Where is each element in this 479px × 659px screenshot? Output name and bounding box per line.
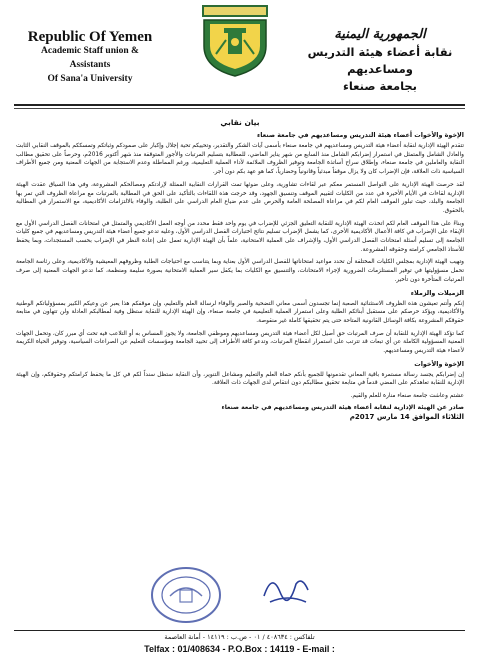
letterhead <box>0 0 479 112</box>
en-title: Republic Of Yemen <box>27 29 153 45</box>
footer-contact-english: Telfax : 01/408634 - P.O.Box : 14119 - E-mail : <box>144 644 335 654</box>
official-stamp-icon <box>150 566 222 624</box>
paragraph-5: إنكم وأنتم تعيشون هذه الظروف الاستثنائية الصعبة إنما تجسدون أسمى معاني التضحية والصبر والوفاء لرسالة العلم والتعليم، وإن موقفكم هذا يعبر عن وعيكم الكبير بمسؤولياتكم الوطنية والأكاديمية، ويؤكد حرصكم على مستقبل أبنائكم الطلبة وعلى استمرار العملية التعليمية في جامعة صنعاء، وإن الهيئة الإدارية للنقابة ستظل وفية لمطالبكم العادلة ولن تتهاون في متابعة حقوقكم المشروعة بكافة الوسائل القانونية المتاحة حتى يتم تحقيقها كاملة غير منقوصة. <box>16 300 464 324</box>
heading-brothers-sisters: الإخوة والأخوات <box>414 359 464 368</box>
issuer-line: صادر عن الهيئة الإدارية لنقابة أعضاء هيئة التدريس ومساعديهم في جامعة صنعاء <box>221 403 464 411</box>
salutation: الإخوة والأخوات أعضاء هيئة التدريس ومساعديهم في جامعة صنعاء <box>257 131 464 139</box>
statement-body <box>16 116 464 422</box>
university-logo-icon <box>198 2 272 78</box>
paragraph-3: وبناءً على هذا الموقف العام لكم اتخذت الهيئة الإدارية للنقابة التعليق الجزئي للإضراب في يوم واحد فقط محدد من أوجه العمل الأكاديمي والمتمثل في امتحانات الفصل الدراسي الأول مع الإبقاء على الإضراب في كافة الأعمال الأكاديمية الأخرى، كما يشمل الإضراب تسليم نتائج اختبارات الفصل الدراسي الأول، وعليه تدعو جميع أعضاء هيئة التدريس ومساعديهم في جميع كليات الجامعة إلى تسليم أسئلة امتحانات الفصل الدراسي الأول، والإشراف على العملية الامتحانية، علماً بأن الهيئة الإدارية تعمل على إعادة النظر في الإضراب بحسب المستجدات، وبما يحفظ للأستاذ الجامعي كرامته وحقوقه المشروعة. <box>16 220 464 253</box>
paragraph-2: لقد حرصت الهيئة الإدارية على التواصل المستمر معكم عبر لقاءات تشاورية، وعلى ضوئها تمت القرارات النقابية الممثلة لإرادتكم ومصالحكم المشروعة، وفي هذا السياق عقدت الهيئة الإدارية لقاءات في الأيام الأخيرة في عدد من الكليات لتقييم الموقف وتنسيق الجهود، وقد خرجت هذه اللقاءات بالتأكيد على الحق في المطالبة بالمرتبات مع مراعاة الظروف التي تمر بها الجامعة والبلد، حيث تبلور الموقف العام لكم في مراعاة المصلحة العامة والحرص على عدم ضياع العام الدراسي على الطلبة، والوفاء بالالتزامات الأكاديمية، مع الاستمرار في المطالبة بالحقوق. <box>16 181 464 214</box>
signature-icon <box>258 566 314 610</box>
footer-rule <box>14 630 465 631</box>
header-rule-thick <box>14 104 465 106</box>
ar-country-name: الجمهورية اليمنية <box>334 27 426 42</box>
statement-title: بيان نقابي <box>220 118 260 127</box>
paragraph-6: كما تؤكد الهيئة الإدارية للنقابة أن صرف المرتبات حق أصيل لكل أعضاء هيئة التدريس ومساعديهم وموظفي الجامعة، ولا يجوز المساس به أو التلاعب فيه تحت أي مبرر كان، وتحمل الجهات المعنية المسؤولية الكاملة عن أي تبعات قد تترتب على استمرار انقطاع المرتبات، وتدعو كافة الأطراف إلى تحييد الجامعة ومؤسسات التعليم عن الصراعات السياسية، وتوفير الحياة الكريمة لأعضاء هيئة التدريس ومساعديهم. <box>16 330 464 355</box>
closing-line: عشتم وعاشت جامعة صنعاء منارة للعلم والقيم. <box>350 393 464 400</box>
header-rule-thin <box>14 108 465 109</box>
footer-contact-arabic: تلفاكس : ٤٠٨٦٣٤ / ٠١ - ص.ب : ١٤١١٩ - أمانة العاصمة <box>164 633 315 641</box>
ar-union-name: نقابة أعضاء هيئة التدريس ومساعديهم <box>307 45 453 76</box>
issue-date: الثلاثاء الموافق 14 مارس 2017م <box>349 412 464 421</box>
paragraph-4: وتهيب الهيئة الإدارية بمجلس الكليات المختلفة أن تحدد مواعيد امتحاناتها للفصل الدراسي الأول بعناية وبما يتناسب مع احتياجات الطلبة وظروفهم المعيشية والأكاديمية، وعلى رئاسة الجامعة تحمل مسؤوليتها في توفير المستلزمات الضرورية لإجراء الامتحانات، والتنسيق مع الكليات بما يكفل سير العملية الامتحانية بصورة سليمة ومنظمة، كما تدعو الجهات المعنية إلى صرف المرتبات المتأخرة دون تأخير. <box>16 259 464 283</box>
arabic-letterhead <box>295 26 465 94</box>
en-subtitle-2: Of Sana'a University <box>47 74 133 84</box>
en-subtitle-1: Academic Staff union & Assistants <box>41 46 139 70</box>
paragraph-1: تتقدم الهيئة الإدارية لنقابة أعضاء هيئة التدريس ومساعديهم في جامعة صنعاء بأسمى آيات الشكر والتقدير، وتحييكم تحية إجلال وإكبار على صمودكم وثباتكم وتمسككم بالموقف النقابي الثابت والعادل الشامل والمتمثل في استمرار إضرابكم الشامل منذ السابع من شهر يناير الماضي، للمطالبة بتسليم المرتبات والأجور المتوقفة منذ شهر أكتوبر 2016م، وحرصاً على تحقيق مطالب النقابة والعاملين في جامعة صنعاء، وإطلاق سراح أساتذة الجامعة وتوفير الظروف الملائمة لأداء العملية التعليمية، ورغم المماطلة وعدم الاستجابة من الجهات المعنية ومن جميع الأطراف السياسية ذات العلاقة، فإن الإضراب كان ولا يزال موقفاً مبدئياً وقانونياً وحضارياً، كما هو عهد بكم دون أجر. <box>16 143 464 176</box>
heading-colleagues: الزميلات والزملاء <box>410 288 464 297</box>
ar-university-name: بجامعة صنعاء <box>342 79 417 93</box>
english-letterhead <box>20 30 160 86</box>
paragraph-7: إن إضرابكم يجسد رسالة مستمرة باقية المعاني تقدمونها للجميع بأنكم حماة العلم والتعليم ومشاعل التنوير، وأن النقابة ستظل سنداً لكم في كل ما يحفظ كرامتكم وحقوقكم، وإن الهيئة الإدارية للنقابة تعاهدكم على المضي قدماً في متابعة تحقيق مطالبكم دون انتقاص لدى الجهات ذات العلاقة. <box>16 371 464 387</box>
